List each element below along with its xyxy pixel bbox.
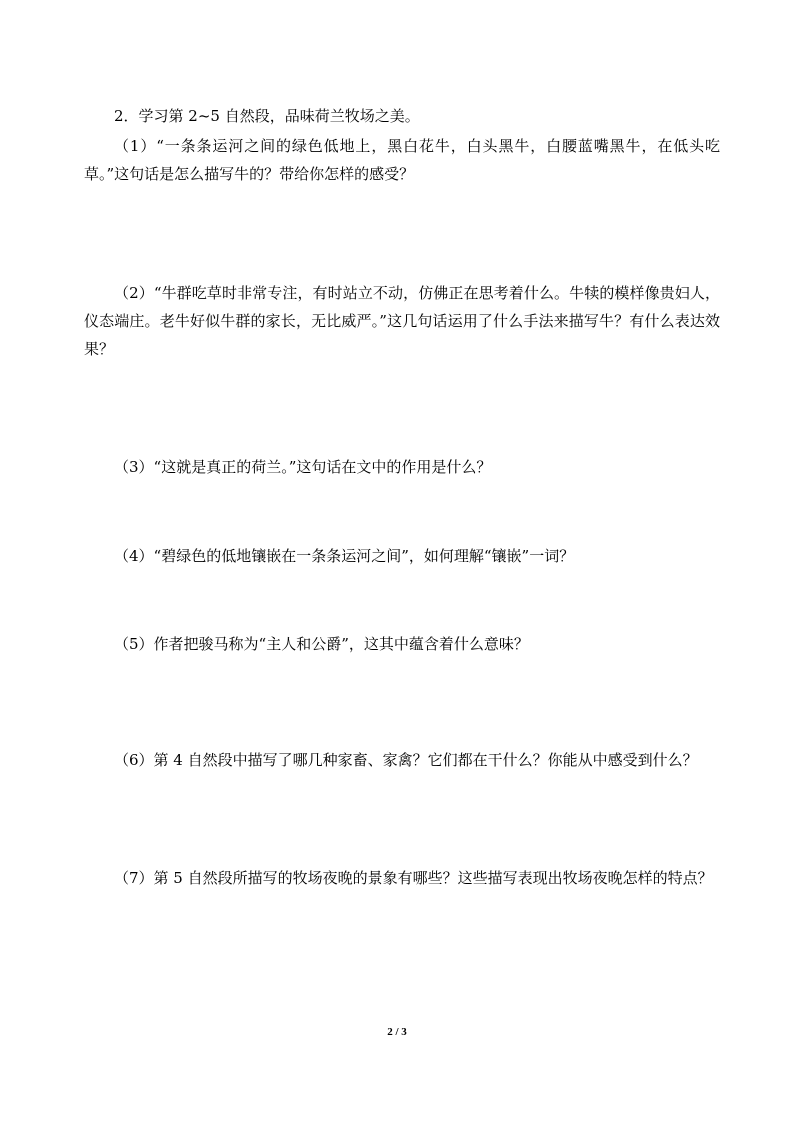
question-4: （4）“碧绿色的低地镶嵌在一条条运河之间”，如何理解“镶嵌”一词？ xyxy=(114,547,575,565)
section-heading: 2．学习第 2~5 自然段，品味荷兰牧场之美。 xyxy=(114,107,420,125)
question-1: （1）“一条条运河之间的绿色低地上，黑白花牛，白头黑牛，白腰蓝嘴黑牛，在低头吃草。”这句话是怎么描写牛的？带给你怎样的感受？ xyxy=(84,137,720,183)
question-5: （5）作者把骏马称为“主人和公爵”，这其中蕴含着什么意味？ xyxy=(114,635,529,653)
page-number: 2 / 3 xyxy=(387,1026,407,1038)
question-7: （7）第 5 自然段所描写的牧场夜晚的景象有哪些？这些描写表现出牧场夜晚怎样的特点？ xyxy=(114,869,713,887)
question-2: （2）“牛群吃草时非常专注，有时站立不动，仿佛正在思考着什么。牛犊的模样像贵妇人，仪态端庄。老牛好似牛群的家长，无比威严。”这几句话运用了什么手法来描写牛？有什么表达效果？ xyxy=(84,284,720,358)
question-6: （6）第 4 自然段中描写了哪几种家畜、家禽？它们都在干什么？你能从中感受到什么？ xyxy=(114,751,698,769)
question-3: （3）“这就是真正的荷兰。”这句话在文中的作用是什么？ xyxy=(114,458,492,476)
